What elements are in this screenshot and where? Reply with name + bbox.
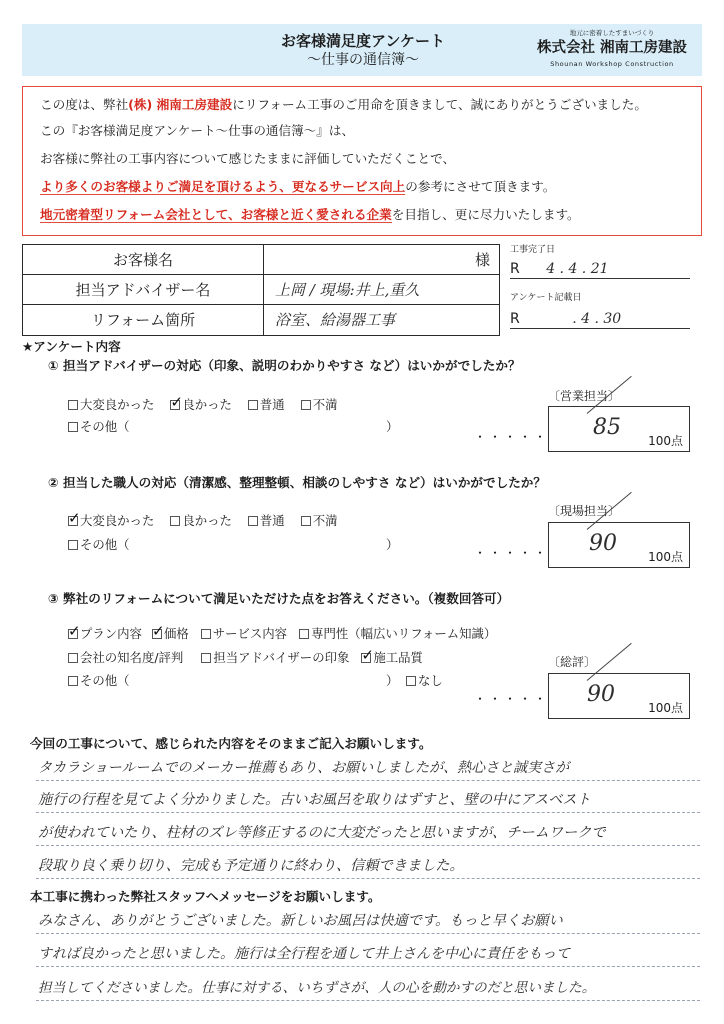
q3-dots: ・・・・・: [474, 692, 550, 706]
q1-score-label: 〔営業担当〕: [548, 389, 621, 403]
q2-option-dissatisfied[interactable]: 不満: [301, 512, 338, 530]
checkbox-icon[interactable]: [68, 676, 78, 686]
checkbox-icon[interactable]: [201, 629, 211, 639]
q2-score-value: 90: [589, 531, 617, 556]
q2-option-other[interactable]: その他（ ）: [68, 536, 408, 554]
survey-date-row: R . 4 . 30: [510, 310, 690, 329]
q2-text: ② 担当した職人の対応（清潔感、整理整頓、相談のしやすさ など）はいかがでしたか？: [48, 475, 546, 490]
q2-option-very-good[interactable]: ✓ 大変良かった: [68, 512, 154, 530]
checkbox-icon[interactable]: [68, 400, 78, 410]
intro-line-3: お客様に弊社の工事内容について感じたままに評価していただくことで、: [40, 151, 456, 166]
customer-info-table: [22, 244, 500, 336]
customer-name-label: お客様名: [112, 251, 173, 269]
comment-line-3: が使われていたり、柱材のズレ等修正するのに大変だったと思いますが、チームワークで: [38, 825, 606, 841]
q3-score-max: 100点: [648, 701, 683, 715]
checkbox-icon[interactable]: [248, 400, 258, 410]
checkbox-icon[interactable]: [201, 653, 211, 663]
message-line-1: みなさん、ありがとうございました。新しいお風呂は快適です。もっと早くお願い: [38, 913, 563, 929]
message-line-2: すれば良かったと思いました。施行は全行程を通して井上さんを中心に責任をもって: [38, 946, 570, 962]
checkbox-icon[interactable]: [68, 422, 78, 432]
location-label: リフォーム箇所: [90, 311, 196, 329]
company-name-highlight: (株) 湘南工房建設: [128, 97, 233, 112]
intro-line-2: この『お客様満足度アンケート～仕事の通信簿～』は、: [40, 123, 355, 138]
checkbox-icon[interactable]: [68, 653, 78, 663]
completion-date-label: 工事完了日: [510, 245, 556, 255]
advisor-value: 上岡 / 現場:井上,重久: [275, 281, 420, 299]
survey-date-label: アンケート記載日: [510, 293, 582, 303]
q1-option-normal[interactable]: 普通: [248, 396, 285, 414]
q1-options: [68, 396, 337, 414]
completion-date-value: 4 . 4 . 21: [546, 261, 609, 277]
checkbox-icon[interactable]: [248, 516, 258, 526]
intro-line-5: 地元密着型リフォーム会社として、お客様と近く愛される企業を目指し、更に尽力いたします。: [40, 207, 580, 222]
form-title: お客様満足度アンケート: [280, 32, 446, 50]
q1-text: ① 担当アドバイザーの対応（印象、説明のわかりやすさ など）はいかがでしたか？: [48, 358, 521, 373]
comment-line-4: 段取り良く乗り切り、完成も予定通りに終わり、信頼できました。: [38, 858, 464, 874]
q1-option-other[interactable]: その他（ ）: [68, 418, 408, 436]
checkbox-checked-icon[interactable]: [152, 629, 162, 639]
q3-option-advisor-impression[interactable]: 担当アドバイザーの印象: [201, 649, 349, 667]
q3-option-none[interactable]: なし: [406, 672, 443, 690]
survey-heading: ★アンケート内容: [22, 339, 121, 354]
advisor-label: 担当アドバイザー名: [75, 281, 211, 299]
q2-dots: ・・・・・: [474, 546, 550, 560]
q2-options: [68, 512, 337, 530]
form-subtitle: ～仕事の通信簿～: [307, 52, 419, 68]
q1-option-dissatisfied[interactable]: 不満: [301, 396, 338, 414]
q3-option-service[interactable]: サービス内容: [201, 625, 287, 643]
q3-score-label: 〔総評〕: [548, 655, 597, 669]
q3-text: ③ 弊社のリフォームについて満足いただけた点をお答えください。（複数回答可）: [48, 591, 510, 606]
q3-options-row-1: [68, 625, 496, 643]
q1-option-very-good[interactable]: 大変良かった: [68, 396, 154, 414]
survey-date-value: . 4 . 30: [572, 311, 622, 327]
q3-option-reputation[interactable]: 会社の知名度/評判: [68, 649, 183, 667]
company-slogan: 地元に密着したすまいづくり: [569, 29, 655, 37]
checkbox-icon[interactable]: [68, 540, 78, 550]
q3-option-expertise[interactable]: 専門性（幅広いリフォーム知識）: [299, 625, 496, 643]
checkbox-checked-icon[interactable]: [361, 653, 371, 663]
q1-score-box[interactable]: [548, 406, 690, 452]
q2-score-max: 100点: [648, 550, 683, 564]
checkbox-checked-icon[interactable]: [68, 516, 78, 526]
message-line-3: 担当してくださいました。仕事に対する、いちずさが、人の心を動かすのだと思いました。: [38, 980, 596, 996]
q2-score-label: 〔現場担当〕: [548, 504, 621, 518]
q3-option-other[interactable]: その他（ ）: [68, 672, 458, 690]
q2-score-box[interactable]: [548, 522, 690, 568]
q3-option-plan[interactable]: ✓ プラン内容: [68, 625, 142, 643]
checkbox-icon[interactable]: [406, 676, 416, 686]
comment-line-1: タカラショールームでのメーカー推薦もあり、お願いしましたが、熱心さと誠実さが: [38, 760, 570, 776]
q3-option-price[interactable]: ✓ 価格: [152, 625, 189, 643]
message-title: 本工事に携わった弊社スタッフへメッセージをお願いします。: [30, 889, 381, 904]
checkbox-checked-icon[interactable]: [170, 400, 180, 410]
q3-score-box[interactable]: [548, 673, 690, 719]
q3-options-row-2: [68, 649, 423, 667]
q1-option-good[interactable]: ✓ 良かった: [170, 396, 232, 414]
q2-option-good[interactable]: 良かった: [170, 512, 232, 530]
q1-dots: ・・・・・: [474, 430, 550, 444]
company-roman-name: Shounan Workshop Construction: [550, 60, 674, 68]
company-name: 株式会社 湘南工房建設: [536, 40, 688, 56]
intro-line-4: より多くのお客様よりご満足を頂けるよう、更なるサービス向上の参考にさせて頂きます。: [40, 179, 556, 194]
comment-line-2: 施行の行程を見てよく分かりました。古いお風呂を取りはずすと、壁の中にアスベスト: [38, 792, 591, 808]
q3-option-quality[interactable]: ✓ 施工品質: [361, 649, 423, 667]
checkbox-checked-icon[interactable]: [68, 629, 78, 639]
q1-score-value: 85: [593, 415, 621, 440]
checkbox-icon[interactable]: [301, 400, 311, 410]
completion-date-row: R 4 . 4 . 21: [510, 260, 690, 279]
q2-option-normal[interactable]: 普通: [248, 512, 285, 530]
checkbox-icon[interactable]: [301, 516, 311, 526]
location-value: 浴室、給湯器工事: [275, 311, 396, 329]
checkbox-icon[interactable]: [170, 516, 180, 526]
checkbox-icon[interactable]: [299, 629, 309, 639]
q3-score-value: 90: [587, 682, 615, 707]
intro-line-1: この度は、弊社(株) 湘南工房建設にリフォーム工事のご用命を頂きまして、誠にありがとうございました。: [40, 97, 647, 112]
comments-title: 今回の工事について、感じられた内容をそのままご記入お願いします。: [30, 736, 432, 751]
q1-score-max: 100点: [648, 434, 683, 448]
customer-suffix: 様: [475, 251, 491, 269]
